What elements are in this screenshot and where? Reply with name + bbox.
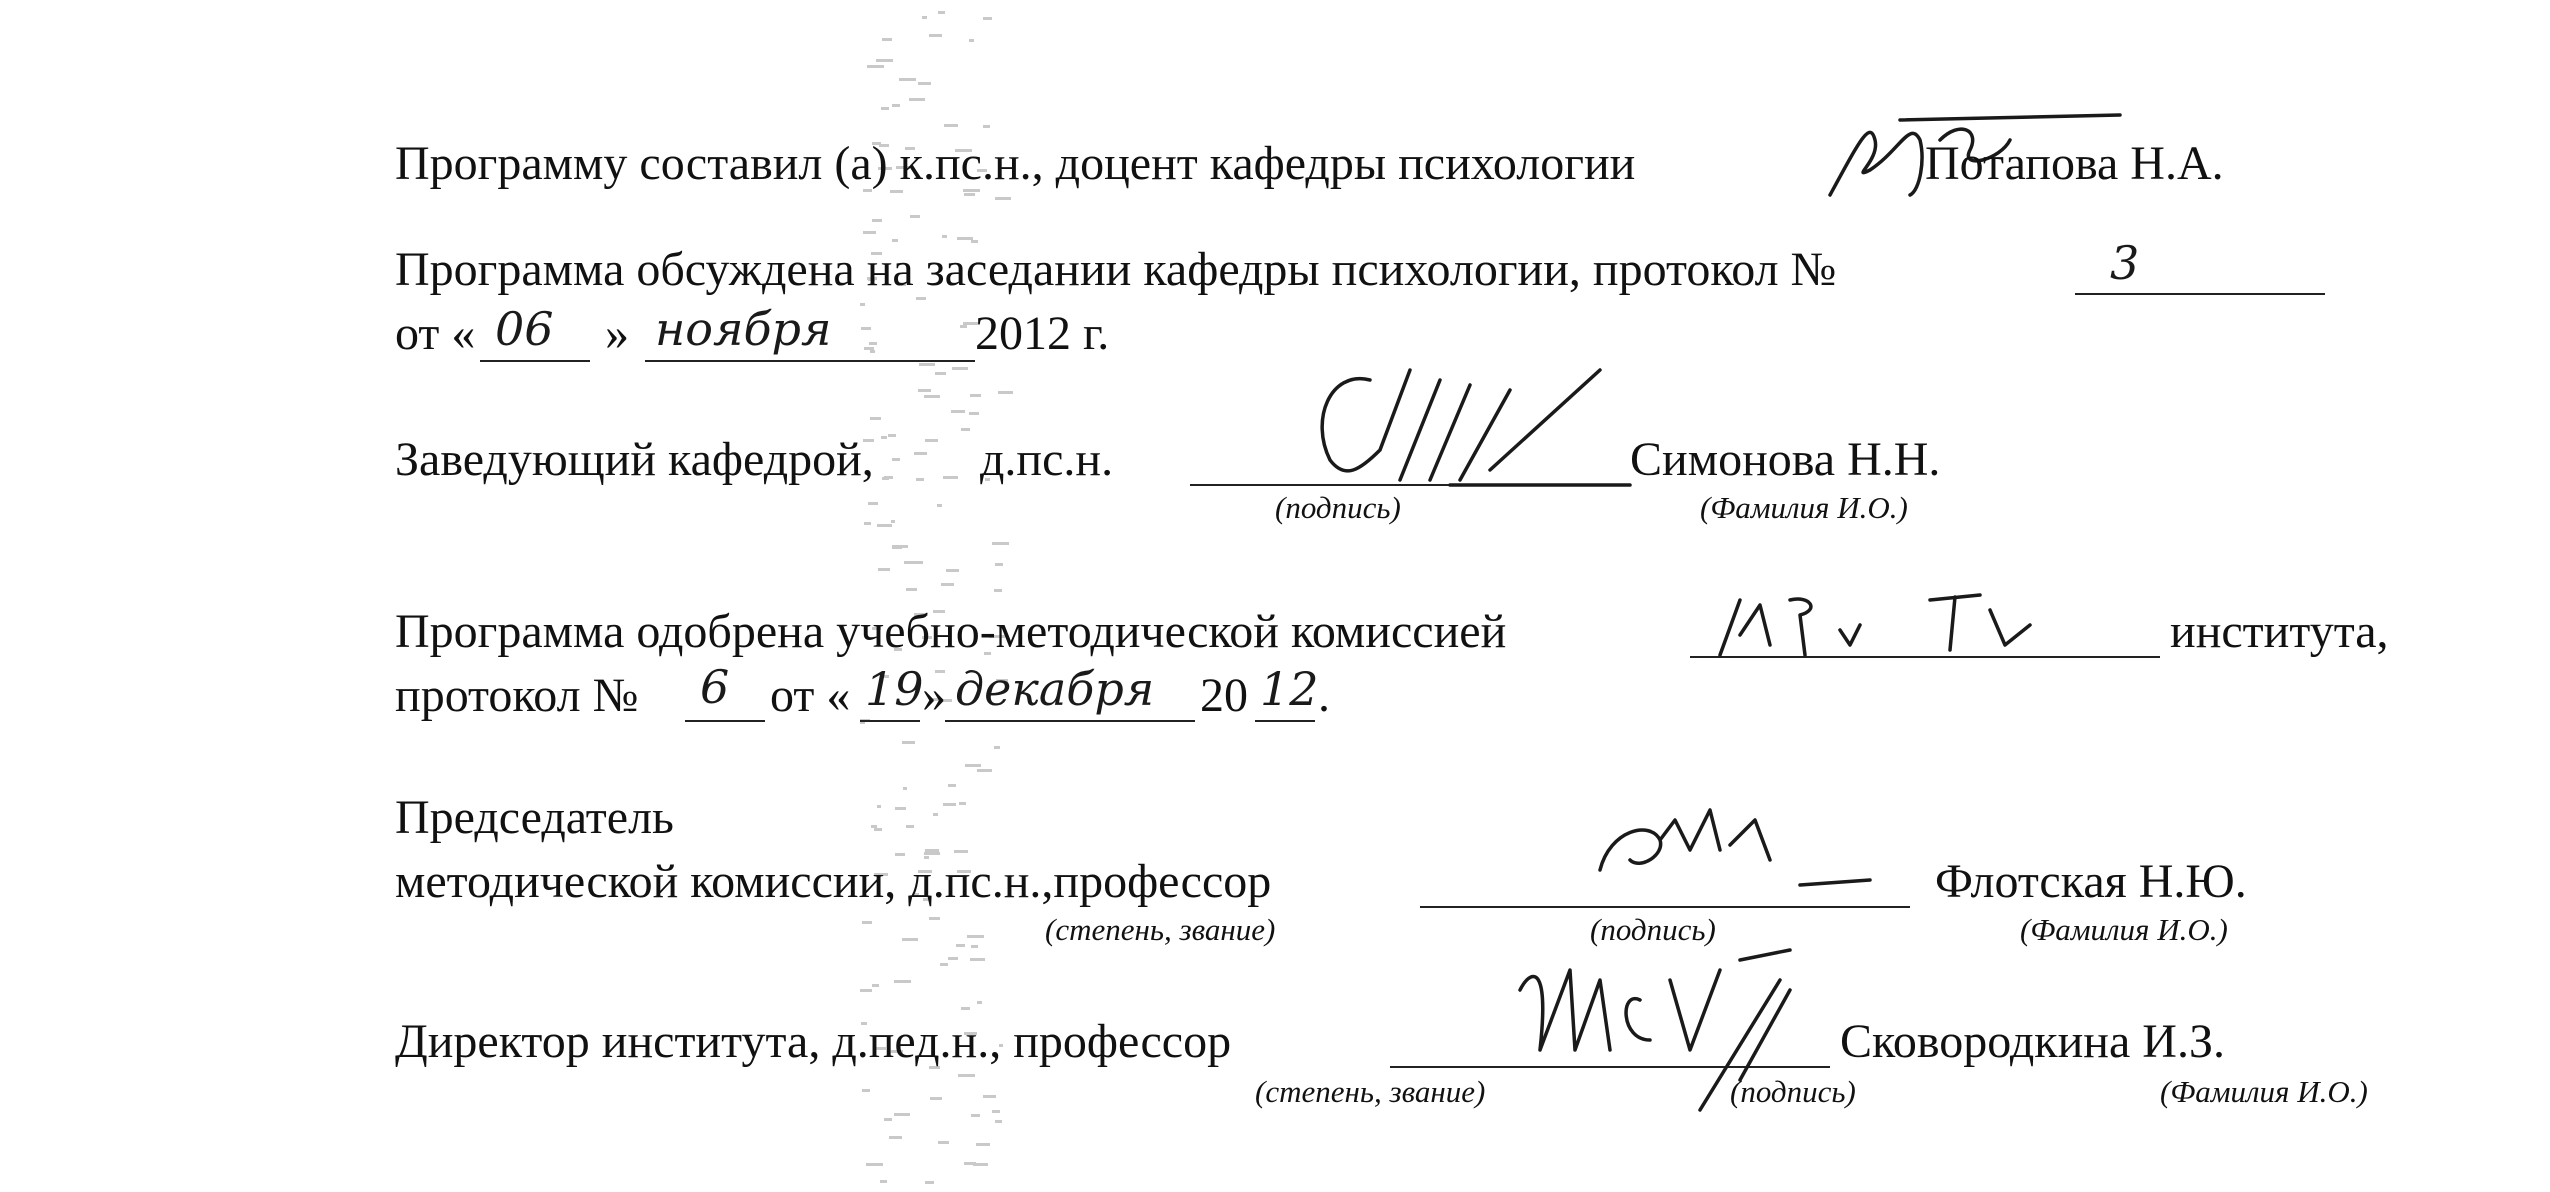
bleed-speck	[941, 583, 954, 586]
bleed-speck	[995, 1120, 1002, 1123]
chair-line1: Председатель	[395, 791, 674, 844]
bleed-speck	[864, 522, 871, 525]
bleed-speck	[894, 1113, 910, 1116]
discussed-year: 2012 г.	[975, 307, 1110, 360]
day-blank	[480, 360, 590, 362]
bleed-speck	[909, 98, 925, 101]
bleed-speck	[862, 1089, 870, 1092]
bleed-speck	[882, 38, 892, 41]
compiled-by-name: Потапова Н.А.	[1925, 137, 2224, 190]
bleed-speck	[983, 17, 992, 20]
approved-protocol-label: протокол №	[395, 669, 639, 722]
bleed-speck	[938, 11, 945, 14]
bleed-speck	[877, 805, 881, 808]
bleed-speck	[919, 363, 935, 366]
bleed-speck	[906, 825, 914, 828]
bleed-speck	[904, 561, 920, 564]
approved-month-blank	[945, 720, 1195, 722]
bleed-speck	[864, 347, 874, 350]
discussed-line1: Программа обсуждена на заседании кафедры психологии, протокол №	[395, 243, 1837, 296]
bleed-speck	[948, 784, 956, 787]
bleed-speck	[998, 391, 1013, 394]
bleed-speck	[940, 963, 948, 966]
bleed-speck	[876, 59, 893, 62]
approved-day-value: 19	[865, 662, 924, 716]
bleed-speck	[944, 124, 958, 127]
bleed-speck	[983, 125, 990, 128]
bleed-speck	[943, 803, 956, 806]
bleed-speck	[874, 828, 882, 831]
bleed-speck	[866, 1163, 883, 1166]
bleed-speck	[881, 107, 889, 110]
bleed-speck	[888, 434, 896, 437]
bleed-speck	[884, 1118, 892, 1121]
bleed-speck	[899, 78, 916, 81]
bleed-speck	[995, 197, 1011, 200]
bleed-speck	[951, 410, 965, 413]
approved-from: от «	[770, 669, 851, 722]
approved-suffix: института,	[2170, 605, 2389, 658]
bleed-speck	[902, 741, 915, 744]
bleed-speck	[964, 1162, 976, 1165]
approved-year-blank	[1255, 720, 1315, 722]
bleed-speck	[892, 458, 900, 461]
bleed-speck	[994, 589, 1002, 592]
bleed-speck	[869, 342, 877, 345]
head-name: Симонова Н.Н.	[1630, 433, 1941, 486]
bleed-speck	[992, 542, 1009, 545]
bleed-speck	[995, 563, 1003, 566]
bleed-speck	[994, 746, 1000, 749]
bleed-speck	[977, 1001, 982, 1004]
chair-signature-blank	[1420, 906, 1910, 908]
bleed-speck	[867, 65, 884, 68]
bleed-speck	[976, 1143, 990, 1146]
bleed-speck	[925, 1181, 934, 1184]
approved-century: 20	[1200, 669, 1248, 722]
discussed-date-prefix: от «	[395, 307, 476, 360]
bleed-speck	[922, 16, 927, 19]
chair-line2: методической комиссии, д.пс.н.,профессор	[395, 855, 1272, 908]
bleed-speck	[916, 478, 924, 481]
bleed-speck	[925, 439, 938, 442]
bleed-speck	[902, 938, 918, 941]
bleed-speck	[860, 303, 865, 306]
approved-close: »	[922, 669, 946, 722]
bleed-speck	[870, 417, 881, 420]
bleed-speck	[930, 1097, 942, 1100]
bleed-speck	[956, 944, 965, 947]
bleed-speck	[881, 436, 887, 439]
director-caption-signature: (подпись)	[1730, 1074, 1856, 1109]
bleed-speck	[918, 389, 931, 392]
bleed-speck	[959, 802, 966, 805]
bleed-speck	[903, 787, 907, 790]
simonova-signature	[1300, 360, 1630, 510]
bleed-speck	[937, 504, 942, 507]
chair-caption-name: (Фамилия И.О.)	[2020, 912, 2228, 947]
bleed-speck	[970, 958, 985, 961]
bleed-speck	[992, 1110, 1000, 1113]
approved-period: .	[1318, 669, 1330, 722]
approved-protocol-blank	[685, 720, 765, 722]
head-caption-signature: (подпись)	[1275, 490, 1401, 525]
month-value: ноября	[655, 302, 832, 356]
bleed-speck	[946, 569, 959, 572]
bleed-speck	[942, 235, 947, 238]
bleed-speck	[918, 82, 931, 85]
protocol-number-value: 3	[2110, 236, 2140, 290]
bleed-speck	[983, 1095, 996, 1098]
bleed-speck	[860, 989, 872, 992]
approved-day-blank	[860, 720, 920, 722]
bleed-speck	[872, 984, 879, 987]
day-value: 06	[495, 302, 554, 356]
bleed-speck	[877, 524, 892, 527]
bleed-speck	[971, 945, 978, 948]
director-caption-name: (Фамилия И.О.)	[2160, 1074, 2368, 1109]
flotskaya-signature	[1580, 790, 1900, 900]
bleed-speck	[935, 372, 946, 375]
protocol-number-blank	[2075, 293, 2325, 295]
head-label: Заведующий кафедрой,	[395, 433, 874, 486]
approved-month-value: декабря	[955, 662, 1155, 716]
bleed-speck	[914, 452, 927, 455]
bleed-speck	[965, 764, 981, 767]
bleed-speck	[929, 917, 940, 920]
bleed-speck	[910, 215, 920, 218]
bleed-speck	[943, 476, 958, 479]
bleed-speck	[938, 1141, 949, 1144]
bleed-speck	[948, 957, 958, 960]
bleed-speck	[960, 325, 967, 328]
bleed-speck	[925, 849, 939, 852]
bleed-speck	[952, 367, 968, 370]
bleed-speck	[882, 477, 889, 480]
compiled-by-text: Программу составил (а) к.пс.н., доцент кафедры психологии	[395, 137, 1636, 190]
bleed-speck	[964, 193, 975, 196]
bleed-speck	[929, 34, 942, 37]
discussed-date-mid: »	[605, 307, 629, 360]
bleed-speck	[861, 327, 871, 330]
bleed-speck	[870, 350, 875, 353]
bleed-speck	[971, 1114, 980, 1117]
approved-year-value: 12	[1260, 662, 1319, 716]
head-caption-name: (Фамилия И.О.)	[1700, 490, 1908, 525]
bleed-speck	[880, 1180, 887, 1183]
month-blank	[645, 360, 975, 362]
bleed-speck	[954, 850, 968, 853]
bleed-speck	[878, 568, 890, 571]
bleed-speck	[892, 104, 900, 107]
approved-protocol-value: 6	[700, 660, 730, 714]
chair-name: Флотская Н.Ю.	[1935, 855, 2247, 908]
chair-caption-signature: (подпись)	[1590, 912, 1716, 947]
bleed-speck	[961, 428, 970, 431]
bleed-speck	[967, 935, 984, 938]
bleed-speck	[895, 807, 906, 810]
head-degree: д.пс.н.	[980, 433, 1114, 486]
bleed-speck	[924, 395, 940, 398]
bleed-speck	[894, 980, 911, 983]
director-name: Сковородкина И.З.	[1840, 1015, 2225, 1068]
bleed-speck	[889, 1136, 902, 1139]
approved-line1: Программа одобрена учебно-методической комиссией	[395, 605, 1507, 658]
bleed-speck	[970, 394, 981, 397]
bleed-speck	[969, 412, 979, 415]
bleed-speck	[872, 219, 882, 222]
bleed-speck	[958, 1074, 975, 1077]
bleed-speck	[977, 769, 992, 772]
bleed-speck	[891, 520, 895, 523]
bleed-speck	[862, 921, 872, 924]
bleed-speck	[957, 237, 973, 240]
director-caption-degree: (степень, звание)	[1255, 1074, 1486, 1109]
chair-caption-degree: (степень, звание)	[1045, 912, 1276, 947]
bleed-speck	[863, 231, 876, 234]
bleed-speck	[933, 813, 938, 816]
bleed-speck	[892, 545, 908, 548]
director-line: Директор института, д.пед.н., профессор	[395, 1015, 1232, 1068]
bleed-speck	[906, 588, 917, 591]
bleed-speck	[969, 39, 974, 42]
bleed-speck	[868, 502, 878, 505]
commission-handwriting	[1700, 585, 2080, 665]
bleed-speck	[961, 1007, 970, 1010]
